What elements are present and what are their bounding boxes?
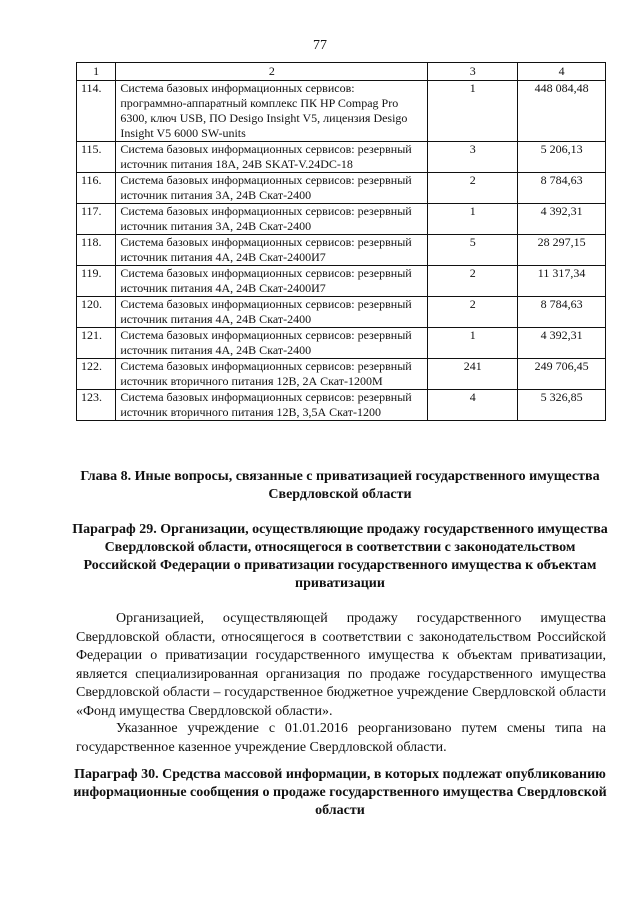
row-quantity: 1 bbox=[428, 204, 518, 235]
row-quantity: 4 bbox=[428, 390, 518, 421]
table-row bbox=[77, 266, 606, 297]
property-table bbox=[76, 62, 606, 421]
header-col-2: 2 bbox=[116, 63, 428, 81]
row-quantity: 2 bbox=[428, 297, 518, 328]
header-col-4: 4 bbox=[518, 63, 606, 81]
row-value: 5 326,85 bbox=[518, 390, 606, 421]
row-quantity: 2 bbox=[428, 266, 518, 297]
row-quantity: 1 bbox=[428, 328, 518, 359]
row-quantity: 1 bbox=[428, 81, 518, 142]
row-number: 121. bbox=[77, 328, 116, 359]
row-value: 8 784,63 bbox=[518, 297, 606, 328]
row-description: Система базовых информационных сервисов: резервный источник питания 4А, 24В Скат-2400 bbox=[116, 297, 428, 328]
row-quantity: 5 bbox=[428, 235, 518, 266]
row-description: Система базовых информационных сервисов: резервный источник питания 4А, 24В Скат-2400 bbox=[116, 328, 428, 359]
row-description: Система базовых информационных сервисов: резервный источник питания 4А, 24В Скат-2400И7 bbox=[116, 235, 428, 266]
row-number: 123. bbox=[77, 390, 116, 421]
row-quantity: 241 bbox=[428, 359, 518, 390]
row-number: 118. bbox=[77, 235, 116, 266]
table-row bbox=[77, 204, 606, 235]
table-row bbox=[77, 359, 606, 390]
row-description: Система базовых информационных сервисов: программно-аппаратный комплекс ПК HP Compag Pro 6300, ключ USB, ПО Desigo Insight V5, лицензия Desigo Insight V5 6000 SW-units bbox=[116, 81, 428, 142]
row-value: 11 317,34 bbox=[518, 266, 606, 297]
row-number: 117. bbox=[77, 204, 116, 235]
row-quantity: 3 bbox=[428, 142, 518, 173]
table-row bbox=[77, 297, 606, 328]
table-row bbox=[77, 328, 606, 359]
row-value: 8 784,63 bbox=[518, 173, 606, 204]
table-row bbox=[77, 173, 606, 204]
row-description: Система базовых информационных сервисов: резервный источник вторичного питания 12В, 3,5А Скат-1200 bbox=[116, 390, 428, 421]
table-row bbox=[77, 142, 606, 173]
row-number: 115. bbox=[77, 142, 116, 173]
row-value: 4 392,31 bbox=[518, 204, 606, 235]
row-number: 114. bbox=[77, 81, 116, 142]
table-row bbox=[77, 81, 606, 142]
row-number: 120. bbox=[77, 297, 116, 328]
row-description: Система базовых информационных сервисов: резервный источник питания 3А, 24В Скат-2400 bbox=[116, 204, 428, 235]
row-quantity: 2 bbox=[428, 173, 518, 204]
row-description: Система базовых информационных сервисов: резервный источник питания 18А, 24В SKAT-V.24DC-18 bbox=[116, 142, 428, 173]
row-number: 119. bbox=[77, 266, 116, 297]
paragraph29-text-1: Организацией, осуществляющей продажу государственного имущества Свердловской области, относящегося в соответствии с законодательством Российской Федерации о приватизации государственного имущества к объектам приватизации, является специализированная организация по продаже государственного имущества Свердловской области – государственное бюджетное учреждение Свердловской области «Фонд имущества Свердловской области». bbox=[76, 611, 606, 719]
row-value: 249 706,45 bbox=[518, 359, 606, 390]
row-value: 4 392,31 bbox=[518, 328, 606, 359]
header-col-1: 1 bbox=[77, 63, 116, 81]
row-description: Система базовых информационных сервисов: резервный источник питания 3А, 24В Скат-2400 bbox=[116, 173, 428, 204]
chapter-heading: Глава 8. Иные вопросы, связанные с приватизацией государственного имущества Свердловской области bbox=[80, 469, 600, 502]
header-col-3: 3 bbox=[428, 63, 518, 81]
paragraph29-heading: Параграф 29. Организации, осуществляющие продажу государственного имущества Свердловской области, относящегося в соответствии с законодательством Российской Федерации о приватизации государственного имущества к объектам приватизации bbox=[72, 522, 608, 591]
table-row bbox=[77, 390, 606, 421]
table-row bbox=[77, 235, 606, 266]
paragraph30-heading: Параграф 30. Средства массовой информации, в которых подлежат опубликованию информационные сообщения о продаже государственного имущества Свердловской области bbox=[73, 767, 607, 818]
row-description: Система базовых информационных сервисов: резервный источник вторичного питания 12В, 2А Скат-1200М bbox=[116, 359, 428, 390]
paragraph29-text-2: Указанное учреждение с 01.01.2016 реорганизовано путем смены типа на государственное казенное учреждение Свердловской области. bbox=[76, 721, 606, 755]
row-number: 122. bbox=[77, 359, 116, 390]
row-value: 28 297,15 bbox=[518, 235, 606, 266]
row-number: 116. bbox=[77, 173, 116, 204]
row-value: 448 084,48 bbox=[518, 81, 606, 142]
table-header-row bbox=[77, 63, 606, 81]
row-description: Система базовых информационных сервисов: резервный источник питания 4А, 24В Скат-2400И7 bbox=[116, 266, 428, 297]
row-value: 5 206,13 bbox=[518, 142, 606, 173]
page-number: 77 bbox=[313, 38, 327, 53]
